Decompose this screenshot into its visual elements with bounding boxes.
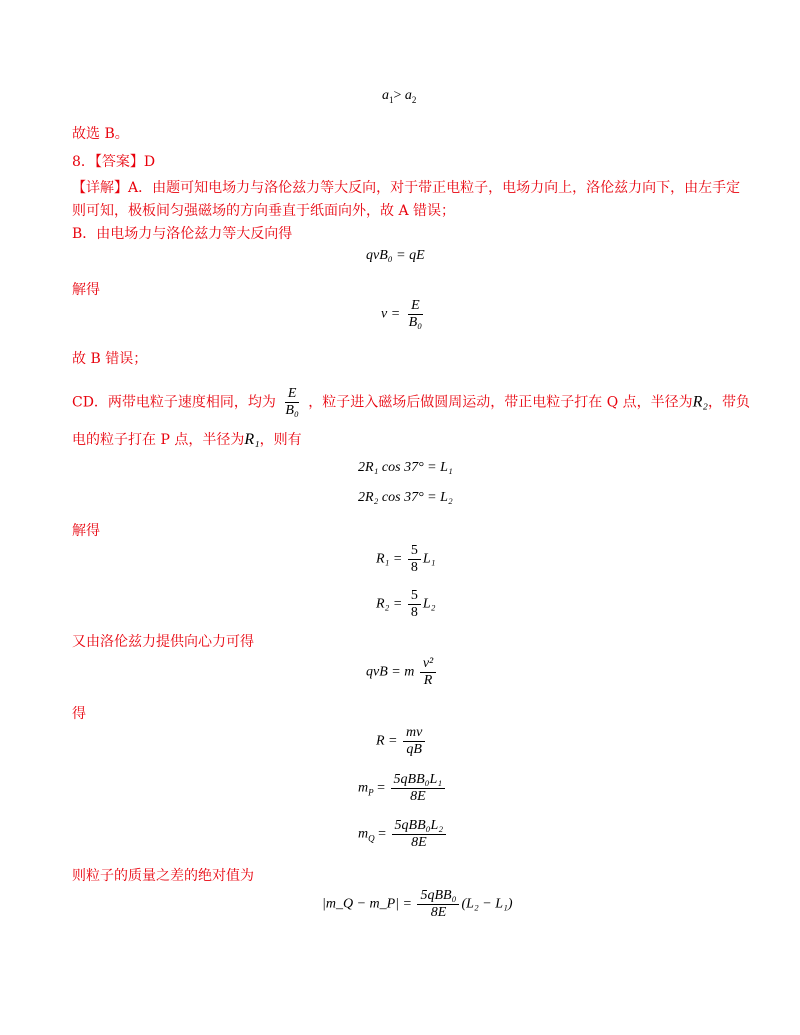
text-mass-diff: 则粒子的质量之差的绝对值为 (72, 868, 254, 884)
equation-v-e-b0: v = $\frac{E}{\text{B₀}}$ (381, 298, 423, 330)
text-solve-1: 解得 (72, 282, 100, 298)
equation-qvb-mv2-r: qvB = m $\frac{\text{v²}}{R}$ (366, 656, 438, 689)
detail-line-1 (72, 178, 740, 198)
text-choose-b: 故选 B。 (72, 126, 129, 142)
detail-text-1: A．由题可知电场力与洛伦兹力等大反向，对于带正电粒子，电场力向上，洛伦兹力向下，由左手定 (128, 180, 741, 196)
text-get: 得 (72, 706, 86, 722)
text-b-wrong: 故 B 错误； (72, 351, 148, 367)
text-cd-line-2: 电的粒子打在 P 点，半径为R₁，则有 (72, 431, 302, 448)
equation-2r1-cos37-l1: 2R₁ cos 37° = L₁ (358, 460, 453, 475)
detail-line-2: 则可知，极板间匀强磁场的方向垂直于纸面向外，故 A 错误； (72, 203, 456, 219)
equation-r1: R₁ = $\frac{5}{8}$ L₁ (376, 543, 436, 575)
question-8-answer: 8．【答案】D (72, 154, 156, 170)
equation-mp: $m_P$ = $\frac{\text{5qBB₀L₁}}{8E}$ (358, 772, 447, 805)
equation-qvb0-qe: qvB₀ = qE (366, 248, 425, 263)
fraction-e-b0: $\frac{E}{\text{B₀}}$ (285, 386, 299, 418)
equation-2r2-cos37-l2: 2R₂ cos 37° = L₂ (358, 490, 453, 505)
text-solve-2: 解得 (72, 523, 100, 539)
equation-mq: $m_Q$ = $\frac{\text{5qBB₀L₂}}{8E}$ (358, 818, 448, 851)
equation-mass-diff: |m_Q − m_P| = $\frac{\text{5qBB₀}}{8E}$ (L₂ − L₁) (322, 888, 513, 920)
equation-a1-gt-a2: $a_1> a_2$ (382, 88, 417, 105)
detail-label: 【详解】 (72, 180, 128, 196)
text-cd-line: CD．两带电粒子速度相同，均为 $\frac{E}{\text{B₀}}$ ，粒子进入磁场后做圆周运动，带正电粒子打在 Q 点，半径为R₂，带负 (72, 386, 750, 418)
text-b-line: B．由电场力与洛伦兹力等大反向得 (72, 226, 293, 242)
equation-r2: R₂ = $\frac{5}{8}$ L₂ (376, 588, 436, 620)
equation-r-mv-qb: R = $\frac{mv}{qB}$ (376, 725, 427, 758)
text-lorentz: 又由洛伦兹力提供向心力可得 (72, 634, 254, 650)
